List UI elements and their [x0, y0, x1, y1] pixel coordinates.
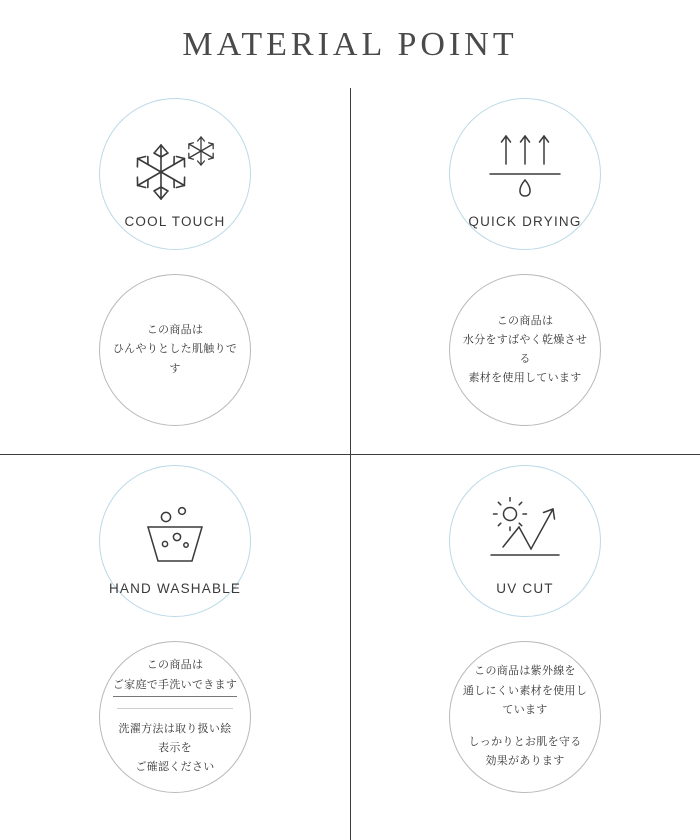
description-block	[458, 662, 592, 720]
icon-circle	[449, 98, 601, 250]
feature-label: COOL TOUCH	[124, 213, 226, 229]
description-line: ご確認ください	[135, 761, 215, 774]
feature-description	[100, 321, 250, 379]
feature-label: UV CUT	[496, 580, 554, 596]
feature-description	[450, 312, 600, 389]
description-line: この商品は	[146, 659, 204, 672]
description-line: この商品は紫外線を	[474, 665, 576, 678]
description-line: 水分をすばやく乾燥させる	[462, 333, 588, 365]
description-line: ひんやりとした肌触りです	[112, 343, 238, 375]
sun-uv-icon	[481, 493, 569, 567]
page-title: MATERIAL POINT	[182, 26, 518, 63]
feature-uv-cut	[350, 455, 700, 821]
feature-grid	[0, 88, 700, 840]
feature-description	[105, 656, 245, 777]
snowflake-icon	[127, 126, 223, 200]
description-line: 効果があります	[485, 755, 565, 768]
description-line: この商品は	[146, 324, 204, 337]
wash-basin-icon	[132, 493, 218, 567]
feature-description	[450, 662, 600, 771]
droplet-arrows-icon	[482, 126, 568, 200]
description-line: ご家庭で手洗いできます	[113, 676, 237, 697]
feature-label: QUICK DRYING	[468, 213, 582, 229]
feature-cool-touch	[0, 88, 350, 454]
description-line: しっかりとお肌を守る	[468, 736, 582, 749]
description-circle	[449, 641, 601, 793]
description-line: 素材を使用しています	[468, 372, 582, 385]
description-line: この商品は	[496, 314, 554, 327]
description-line: 通しにくい素材を使用しています	[462, 684, 588, 716]
description-circle	[99, 274, 251, 426]
description-circle	[99, 641, 251, 793]
description-block	[113, 656, 237, 697]
feature-label: HAND WASHABLE	[108, 580, 242, 596]
feature-quick-drying	[350, 88, 700, 454]
icon-circle	[99, 465, 251, 617]
icon-circle	[449, 465, 601, 617]
description-block	[117, 708, 233, 778]
description-line: 洗濯方法は取り扱い絵表示を	[118, 722, 232, 755]
feature-hand-washable	[0, 455, 350, 821]
icon-circle	[99, 98, 251, 250]
description-block	[458, 733, 592, 772]
description-circle	[449, 274, 601, 426]
